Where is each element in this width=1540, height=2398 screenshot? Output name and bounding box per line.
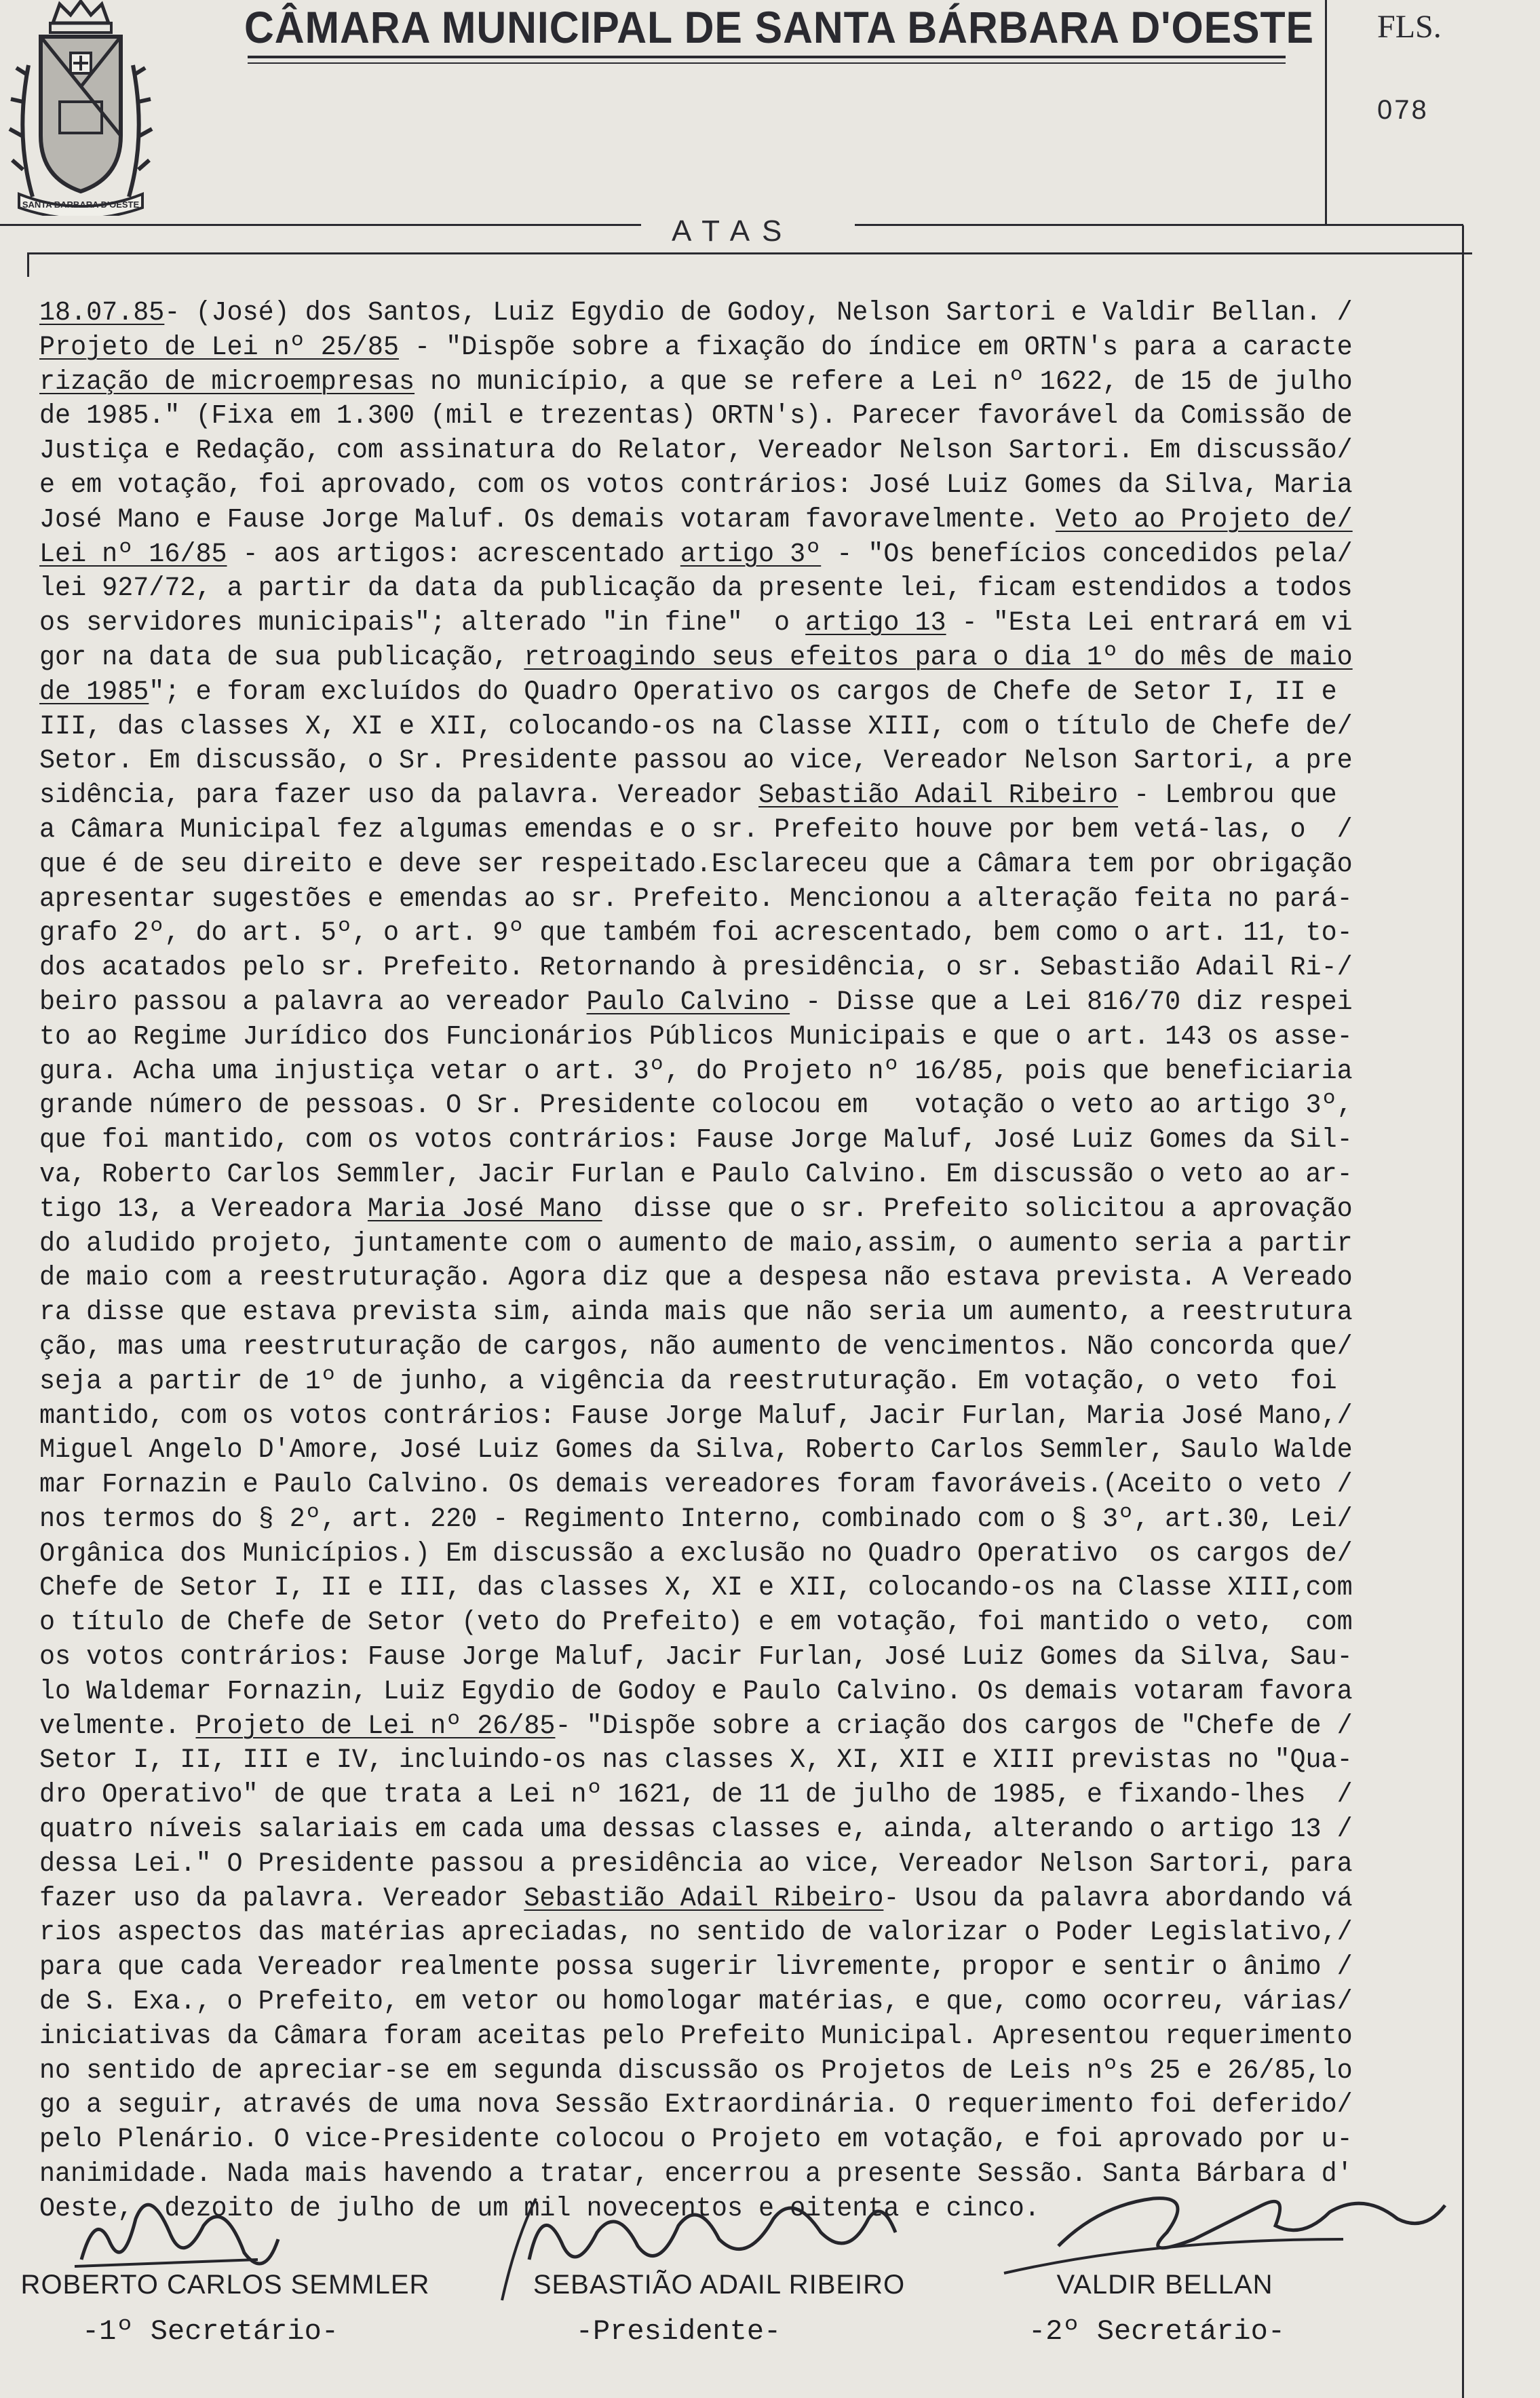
minutes-line [39, 1503, 1407, 1538]
minutes-line [39, 641, 1407, 676]
minutes-line [39, 538, 1407, 573]
minutes-text-span: - "Dispõe sobre a fixação do índice em ORTN's para a caracte [399, 332, 1353, 363]
underlined-heading: Maria José Mano [367, 1194, 602, 1225]
minutes-line [39, 1813, 1407, 1848]
minutes-text-span: gura. Acha uma injustiça vetar o art. 3º, do Projeto nº 16/85, pois que beneficiaria [39, 1056, 1353, 1087]
section-title: ATAS [672, 214, 794, 248]
minutes-text-span: Chefe de Setor I, II e III, das classes X, XI e XII, colocando-os na Classe XIII,com [39, 1573, 1353, 1604]
minutes-line [39, 1124, 1407, 1158]
minutes-text-span: a Câmara Municipal fez algumas emendas e o sr. Prefeito houve por bem vetá-las, o / [39, 814, 1353, 845]
minutes-text-span: que foi mantido, com os votos contrários: Fause Jorge Maluf, José Luiz Gomes da Sil- [39, 1125, 1353, 1156]
minutes-text-span: mar Fornazin e Paulo Calvino. Os demais vereadores foram favoráveis.(Aceito o veto / [39, 1470, 1353, 1501]
minutes-text-span: iniciativas da Câmara foram aceitas pelo Prefeito Municipal. Apresentou requerimento [39, 2021, 1353, 2052]
minutes-line [39, 572, 1407, 607]
minutes-line [39, 1675, 1407, 1710]
section-rule [0, 224, 641, 226]
minutes-text-span: grande número de pessoas. O Sr. Presidente colocou em votação o veto ao artigo 3º, [39, 1090, 1353, 1122]
minutes-text-span: disse que o sr. Prefeito solicitou a aprovação [602, 1194, 1353, 1225]
minutes-text-span: seja a partir de 1º de junho, a vigência da reestruturação. Em votação, o veto foi [39, 1366, 1337, 1397]
underlined-heading: artigo 13 [805, 608, 946, 639]
minutes-line [39, 744, 1407, 779]
minutes-text-span: - aos artigos: acrescentado [227, 539, 680, 570]
minutes-text-span: dos acatados pelo sr. Prefeito. Retornando à presidência, o sr. Sebastião Adail Ri-/ [39, 953, 1353, 984]
minutes-line [39, 503, 1407, 538]
minutes-text-span: José Mano e Fause Jorge Maluf. Os demais votaram favoravelmente. [39, 504, 1056, 535]
minutes-text-span: Oeste, dezoito de julho de um mil novecentos e oitenta e cinco. [39, 2193, 1040, 2224]
minutes-text-span: mantido, com os votos contrários: Fause Jorge Maluf, Jacir Furlan, Maria José Mano,/ [39, 1401, 1353, 1432]
underlined-heading: retroagindo seus efeitos para o dia 1º do mês de maio [524, 642, 1353, 673]
minutes-line [39, 917, 1407, 951]
minutes-text-span: no sentido de apreciar-se em segunda discussão os Projetos de Leis nºs 25 e 26/85,lo [39, 2055, 1353, 2087]
header-rule [248, 56, 1286, 58]
minutes-line [39, 1468, 1407, 1503]
text-frame-rule [27, 252, 29, 277]
minutes-text-span: - Usou da palavra abordando vá [883, 1883, 1353, 1914]
minutes-line [39, 297, 1407, 331]
minutes-text [39, 297, 1464, 2227]
minutes-line [39, 1538, 1407, 1572]
underlined-heading: Projeto de Lei nº 25/85 [39, 332, 400, 363]
signatory-name: ROBERTO CARLOS SEMMLER [20, 2270, 430, 2300]
minutes-text-span: velmente. [39, 1711, 196, 1742]
minutes-text-span: - "Dispõe sobre a criação dos cargos de "Chefe de / [555, 1711, 1353, 1742]
minutes-line [39, 2123, 1407, 2158]
underlined-heading: Sebastião Adail Ribeiro [758, 780, 1119, 812]
minutes-line [39, 1710, 1407, 1745]
minutes-line [39, 1916, 1407, 1951]
minutes-line [39, 1778, 1407, 1813]
minutes-line [39, 1193, 1407, 1227]
minutes-line [39, 1089, 1407, 1124]
minutes-text-span: de 1985." (Fixa em 1.300 (mil e trezentas) ORTN's). Parecer favorável da Comissão de [39, 401, 1353, 432]
minutes-line [39, 779, 1407, 814]
underlined-heading: Veto ao Projeto de/ [1055, 504, 1353, 535]
signatory-name: SEBASTIÃO ADAIL RIBEIRO [533, 2270, 906, 2300]
underlined-heading: Projeto de Lei nº 26/85 [195, 1711, 556, 1742]
minutes-line [39, 1261, 1407, 1296]
svg-text:SANTA BARBARA D'OESTE: SANTA BARBARA D'OESTE [22, 199, 140, 210]
minutes-text-span: Justiça e Redação, com assinatura do Relator, Vereador Nelson Sartori. Em discussão/ [39, 436, 1353, 467]
folio-divider [1325, 0, 1327, 224]
minutes-line [39, 1055, 1407, 1090]
minutes-text-span: nanimidade. Nada mais havendo a tratar, encerrou a presente Sessão. Santa Bárbara d' [39, 2159, 1353, 2190]
signatory-name: VALDIR BELLAN [1056, 2270, 1273, 2300]
minutes-text-span: os servidores municipais"; alterado "in fine" o [39, 608, 806, 639]
minutes-line [39, 1951, 1407, 1985]
minutes-line [39, 434, 1407, 469]
minutes-text-span: grafo 2º, do art. 5º, o art. 9º que também foi acrescentado, bem como o art. 11, to- [39, 918, 1353, 949]
minutes-text-span: apresentar sugestões e emendas ao sr. Prefeito. Mencionou a alteração feita no pará- [39, 883, 1353, 915]
minutes-text-span: pelo Plenário. O vice-Presidente colocou o Projeto em votação, e foi aprovado por u- [39, 2125, 1353, 2156]
minutes-text-span: ra disse que estava prevista sim, ainda mais que não seria um aumento, a reestrutura [39, 1297, 1353, 1329]
minutes-line [39, 1400, 1407, 1434]
minutes-text-span: - Lembrou que [1118, 780, 1337, 812]
minutes-text-span: - Disse que a Lei 816/70 diz respei [790, 987, 1353, 1018]
minutes-text-span: "; e foram excluídos do Quadro Operativo os cargos de Chefe de Setor I, II e [149, 677, 1337, 708]
minutes-text-span: no município, a que se refere a Lei nº 1622, de 15 de julho [415, 366, 1353, 398]
minutes-line [39, 1365, 1407, 1400]
minutes-text-span: III, das classes X, XI e XII, colocando-os na Classe XIII, com o título de Chefe de/ [39, 711, 1353, 742]
underlined-heading: de 1985 [39, 677, 149, 708]
minutes-text-span: quatro níveis salariais em cada uma dessas classes e, ainda, alterando o artigo 13 / [39, 1814, 1353, 1846]
minutes-text-span: e em votação, foi aprovado, com os votos contrários: José Luiz Gomes da Silva, Maria [39, 470, 1353, 501]
minutes-text-span: go a seguir, através de uma nova Sessão Extraordinária. O requerimento foi deferido/ [39, 2090, 1353, 2121]
minutes-line [39, 951, 1407, 986]
minutes-line [39, 1158, 1407, 1193]
folio-label: FLS. [1377, 9, 1442, 45]
minutes-line [39, 1641, 1407, 1675]
minutes-line [39, 1606, 1407, 1641]
minutes-text-span: - "Os benefícios concedidos pela/ [821, 539, 1353, 570]
minutes-text-span: Setor. Em discussão, o Sr. Presidente passou ao vice, Vereador Nelson Sartori, a pre [39, 746, 1353, 777]
signatory-role: -Presidente- [575, 2315, 782, 2348]
signatory-role: -1º Secretário- [81, 2315, 339, 2348]
minutes-line [39, 1744, 1407, 1778]
minutes-line [39, 2055, 1407, 2089]
minutes-text-span: nos termos do § 2º, art. 220 - Regimento Interno, combinado com o § 3º, art.30, Lei/ [39, 1504, 1353, 1535]
minutes-line [39, 2020, 1407, 2055]
underlined-heading: Lei nº 16/85 [39, 539, 227, 570]
minutes-line [39, 1434, 1407, 1468]
minutes-text-span: va, Roberto Carlos Semmler, Jacir Furlan e Paulo Calvino. Em discussão o veto ao ar- [39, 1159, 1353, 1190]
minutes-text-span: sidência, para fazer uso da palavra. Vereador [39, 780, 759, 812]
municipal-seal-icon [5, 0, 156, 216]
minutes-line [39, 676, 1407, 710]
minutes-text-span: Orgânica dos Municípios.) Em discussão a exclusão no Quadro Operativo os cargos de/ [39, 1538, 1353, 1569]
minutes-text-span: de S. Exa., o Prefeito, em vetor ou homologar matérias, e que, como ocorreu, várias/ [39, 1987, 1353, 2018]
minutes-line [39, 986, 1407, 1021]
minutes-text-span: que é de seu direito e deve ser respeitado.Esclareceu que a Câmara tem por obrigação [39, 849, 1353, 880]
minutes-text-span: para que cada Vereador realmente possa sugerir livremente, propor e sentir o ânimo / [39, 1952, 1353, 1983]
minutes-line [39, 331, 1407, 366]
minutes-line [39, 1021, 1407, 1055]
minutes-line [39, 1985, 1407, 2020]
minutes-line [39, 400, 1407, 434]
minutes-text-span: rios aspectos das matérias apreciadas, no sentido de valorizar o Poder Legislativo,/ [39, 1918, 1353, 1949]
minutes-text-span: o título de Chefe de Setor (veto do Prefeito) e em votação, foi mantido o veto, com [39, 1607, 1353, 1639]
minutes-text-span: gor na data de sua publicação, [39, 642, 524, 673]
minutes-line [39, 2089, 1407, 2123]
minutes-text-span: lo Waldemar Fornazin, Luiz Egydio de Godoy e Paulo Calvino. Os demais votaram favora [39, 1676, 1353, 1707]
underlined-heading: rização de microempresas [39, 366, 415, 398]
minutes-line [39, 1296, 1407, 1331]
section-rule [855, 224, 1463, 226]
minutes-line [39, 710, 1407, 745]
minutes-line [39, 1572, 1407, 1606]
signatory-role: -2º Secretário- [1028, 2315, 1286, 2348]
minutes-text-span: dro Operativo" de que trata a Lei nº 1621, de 11 de julho de 1985, e fixando-lhes / [39, 1780, 1353, 1811]
minutes-text-span: de maio com a reestruturação. Agora diz que a despesa não estava prevista. A Vereado [39, 1263, 1353, 1294]
underlined-heading: 18.07.85 [39, 298, 165, 328]
minutes-text-span: tigo 13, a Vereadora [39, 1194, 368, 1225]
underlined-heading: artigo 3º [680, 539, 822, 570]
underlined-heading: Sebastião Adail Ribeiro [524, 1883, 884, 1914]
folio-number: 078 [1377, 95, 1429, 125]
minutes-line [39, 883, 1407, 917]
minutes-line [39, 848, 1407, 883]
minutes-text-span: to ao Regime Jurídico dos Funcionários Públicos Municipais e que o art. 143 os asse- [39, 1021, 1353, 1052]
minutes-text-span: Setor I, II, III e IV, incluindo-os nas classes X, XI, XII e XIII previstas no "Qua- [39, 1745, 1353, 1776]
minutes-text-span: os votos contrários: Fause Jorge Maluf, Jacir Furlan, José Luiz Gomes da Silva, Sau- [39, 1642, 1353, 1673]
minutes-text-span: ção, mas uma reestruturação de cargos, não aumento de vencimentos. Não concorda que/ [39, 1331, 1353, 1363]
minutes-line [39, 607, 1407, 641]
minutes-text-span: do aludido projeto, juntamente com o aumento de maio,assim, o aumento seria a partir [39, 1228, 1353, 1259]
minutes-line [39, 469, 1407, 503]
underlined-heading: Paulo Calvino [586, 987, 790, 1018]
header-rule [248, 62, 1286, 64]
minutes-line [39, 366, 1407, 400]
minutes-text-span: beiro passou a palavra ao vereador [39, 987, 587, 1018]
minutes-text-span: - "Esta Lei entrará em vi [946, 608, 1353, 639]
minutes-text-span: fazer uso da palavra. Vereador [39, 1883, 524, 1914]
minutes-text-span: Miguel Angelo D'Amore, José Luiz Gomes da Silva, Roberto Carlos Semmler, Saulo Walde [39, 1435, 1353, 1466]
minutes-line [39, 814, 1407, 848]
text-frame-rule [27, 252, 1472, 254]
minutes-text-span: dessa Lei." O Presidente passou a presidência ao vice, Vereador Nelson Sartori, para [39, 1848, 1353, 1880]
minutes-line [39, 1848, 1407, 1882]
minutes-line [39, 1227, 1407, 1262]
chamber-title: CÂMARA MUNICIPAL DE SANTA BÁRBARA D'OESTE [244, 2, 1314, 52]
minutes-text-span: - (José) dos Santos, Luiz Egydio de Godoy, Nelson Sartori e Valdir Bellan. / [164, 298, 1353, 328]
minutes-text-span: lei 927/72, a partir da data da publicação da presente lei, ficam estendidos a todos [39, 573, 1353, 605]
minutes-line [39, 1331, 1407, 1365]
minutes-line [39, 1882, 1407, 1917]
